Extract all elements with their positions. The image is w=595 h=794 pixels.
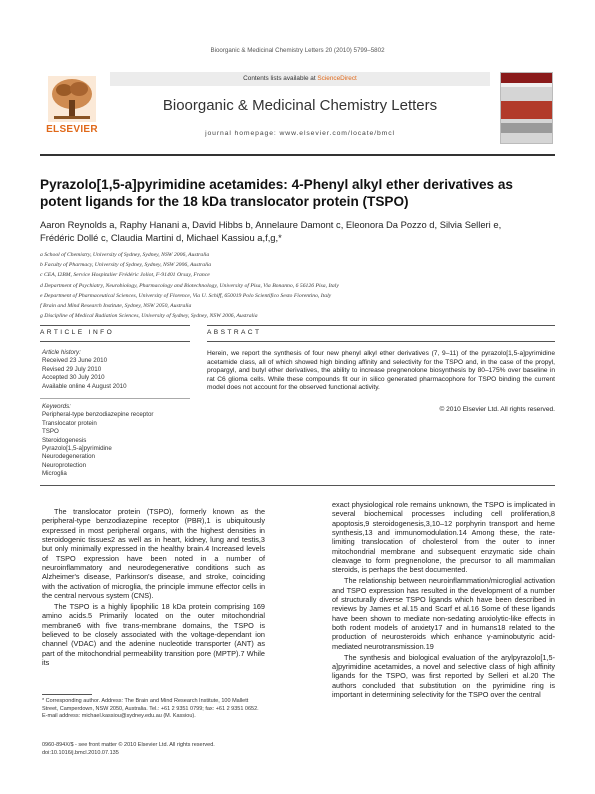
contents-available-bar <box>110 72 490 86</box>
journal-citation: Bioorganic & Medicinal Chemistry Letters 20 (2010) 5799–5802 <box>210 47 385 54</box>
body-column-left <box>42 507 265 669</box>
body-paragraph: The relationship between neuroinflammation/microglial activation and TSPO expression has resulted in the development of a number of structurally diverse TSPO ligands which have been described in reviews by James et al.15 and Scarf et al.16 Some of these ligands have been shown to mediate non-sedating anxiolytic-like effects in both rodent models of anxiety17 and in humans18 related to the production of neurosteroids which enhance γ-aminobutyric acid-mediated neurotransmission.19 <box>332 576 555 651</box>
contents-prefix: Contents lists available at <box>243 75 318 82</box>
authors-line-2: Frédéric Dollé c, Claudia Martini d, Michael Kassiou a,f,g,* <box>40 232 282 243</box>
history-item: Available online 4 August 2010 <box>42 382 127 390</box>
keyword: Peripheral-type benzodiazepine receptor <box>42 411 154 419</box>
body-column-right <box>332 500 555 701</box>
abstract-rule-2 <box>207 341 555 342</box>
affiliation: e Department of Pharmaceutical Sciences, University of Florence, Via U. Schiff, 650019 Polo Scientifico Sesto Fiorentino, Italy <box>40 292 332 299</box>
authors-line-1: Aaron Reynolds a, Raphy Hanani a, David Hibbs b, Annelaure Damont c, Eleonora Da Pozzo d, Silvia Selleri e, <box>40 219 502 230</box>
body-paragraph: The synthesis and biological evaluation of the arylpyrazolo[1,5-a]pyrimidine acetamides, a novel and selective class of high affinity ligands for the TSPO, was first reported by Selleri et al.20 The authors concluded that substitution on the pyrimidine ring is important in determining selectivity for the TSPO over the central <box>332 652 555 699</box>
keyword: Neuroprotection <box>42 461 87 469</box>
footnote <box>42 698 264 721</box>
article-history <box>42 349 192 391</box>
affiliation: g Discipline of Medical Radiation Sciences, University of Sydney, Sydney, NSW 2006, Australia <box>40 313 258 320</box>
elsevier-wordmark: ELSEVIER <box>46 124 98 135</box>
journal-title: Bioorganic & Medicinal Chemistry Letters <box>162 97 438 114</box>
affiliation: b Faculty of Pharmacy, University of Sydney, Sydney, NSW 2006, Australia <box>40 262 212 269</box>
history-label: Article history: <box>42 349 81 356</box>
keywords-rule <box>40 398 190 399</box>
footnote-rule <box>42 694 92 695</box>
body-paragraph: The translocator protein (TSPO), formerly known as the peripheral-type benzodiazepine receptor (PBR),1 is ubiquitously expressed in most peripheral organs, with the highest densities in steroidogenic tissues2 as well as in heart, kidney, lung and testis,3 but only minimally expressed in the healthy brain.4 Increased levels of TSPO expression have been noted in a number of neuroinflammatory and neurodegenerative conditions such as Alzheimer's disease, Parkinson's disease, and stroke, coinciding with the activation of microglia, the principle immune effector cells in the central nervous system (CNS). <box>42 507 265 601</box>
affiliation: c CEA, I2BM, Service Hospitalier Frédéric Joliot, F-91401 Orsay, France <box>40 272 210 279</box>
keyword: Steroidogenesis <box>42 436 87 444</box>
elsevier-tree-icon <box>48 76 96 122</box>
abstract-heading: ABSTRACT <box>207 329 262 336</box>
body-top-rule <box>40 485 555 486</box>
title-line-2: potent ligands for the 18 kDa translocator protein (TSPO) <box>40 194 409 209</box>
article-info-rule-2 <box>40 341 190 342</box>
journal-homepage[interactable]: journal homepage: www.elsevier.com/locate/bmcl <box>205 130 395 137</box>
title-line-1: Pyrazolo[1,5-a]pyrimidine acetamides: 4-Phenyl alkyl ether derivatives as <box>40 177 513 192</box>
keyword: Pyrazolo[1,5-a]pyrimidine <box>42 445 112 453</box>
abstract-text: Herein, we report the synthesis of four new phenyl alkyl ether derivatives (7, 9–11) of the pyrazolo[1,5-a]pyrimidine acetamide class, all of which showed high binding affinity and selectivity for the TSPO and, in the case of the propyl, propargyl, and butyl ether derivatives, the ability to increase pregnenolone biosynthesis by 80–175% over baseline in rat C6 glioma cells. While these compounds fit our in silico generated pharmacophore for TSPO binding the current model does not account for the observed functional activity. <box>207 350 555 392</box>
article-title <box>40 176 555 210</box>
keywords-label: Keywords: <box>42 403 71 410</box>
journal-cover-thumbnail <box>500 72 553 144</box>
keyword: Translocator protein <box>42 419 97 427</box>
journal-masthead <box>110 72 490 150</box>
abstract-rule <box>207 325 555 326</box>
issn-line: 0960-894X/$ - see front matter © 2010 Elsevier Ltd. All rights reserved. <box>42 742 215 748</box>
publication-info <box>42 741 342 757</box>
affiliation: d Department of Psychiatry, Neurobiology, Pharmacology and Biotechnology, University of Pisa, Via Bonanno, 6 56126 Pisa, Italy <box>40 282 339 289</box>
body-paragraph: exact physiological role remains unknown, the TSPO is implicated in several biochemical processes including cell proliferation,8 apoptosis,9 steroidogenesis,3,10–12 porphyrin transport and heme synthesis,13 and immunomodulation.14 Among these, the rate-limiting translocation of cholesterol from the outer to inner mitochondrial membrane and subsequent enzymatic side chain cleavage to form pregnenolone, the precursor to all mammalian steroids, is perhaps the best documented. <box>332 500 555 575</box>
affiliations <box>40 250 555 321</box>
corresponding-author-note: * Corresponding author. Address: The Brain and Mind Research Institute, 100 Mallett Street, Camperdown, NSW 2050, Australia. Tel.: +61 2 9351 0799; fax: +61 2 9351 0652. <box>42 698 259 712</box>
sciencedirect-link[interactable]: ScienceDirect <box>317 75 357 82</box>
keyword: Microglia <box>42 470 67 478</box>
header-rule <box>40 154 555 156</box>
keyword: TSPO <box>42 428 59 436</box>
affiliation: a School of Chemistry, University of Sydney, Sydney, NSW 2006, Australia <box>40 252 210 258</box>
abstract-copyright: © 2010 Elsevier Ltd. All rights reserved. <box>439 406 555 413</box>
article-info-heading: ARTICLE INFO <box>40 329 115 336</box>
author-list <box>40 218 555 244</box>
doi-link[interactable]: doi:10.1016/j.bmcl.2010.07.135 <box>42 750 119 756</box>
elsevier-logo <box>42 74 102 140</box>
article-info-rule <box>40 325 190 326</box>
affiliation: f Brain and Mind Research Institute, Sydney, NSW 2050, Australia <box>40 303 192 310</box>
history-item: Received 23 June 2010 <box>42 357 108 365</box>
body-paragraph: The TSPO is a highly lipophilic 18 kDa protein comprising 169 amino acids.5 Primarily located on the outer mitochondrial membrane6 with five trans-membrane domains, the TSPO is believed to be closely associated with the voltage-dependant ion channel (VDAC) and the adenine nucleotide transporter (ANT) as part of the mitochondrial permeability transition pore (MPTP).7 While its <box>42 601 265 667</box>
email-note[interactable]: E-mail address: michael.kassiou@sydney.edu.au (M. Kassiou). <box>42 713 196 719</box>
history-item: Accepted 30 July 2010 <box>42 374 105 382</box>
keywords-block <box>42 403 192 479</box>
history-item: Revised 29 July 2010 <box>42 365 102 373</box>
keyword: Neurodegeneration <box>42 453 95 461</box>
